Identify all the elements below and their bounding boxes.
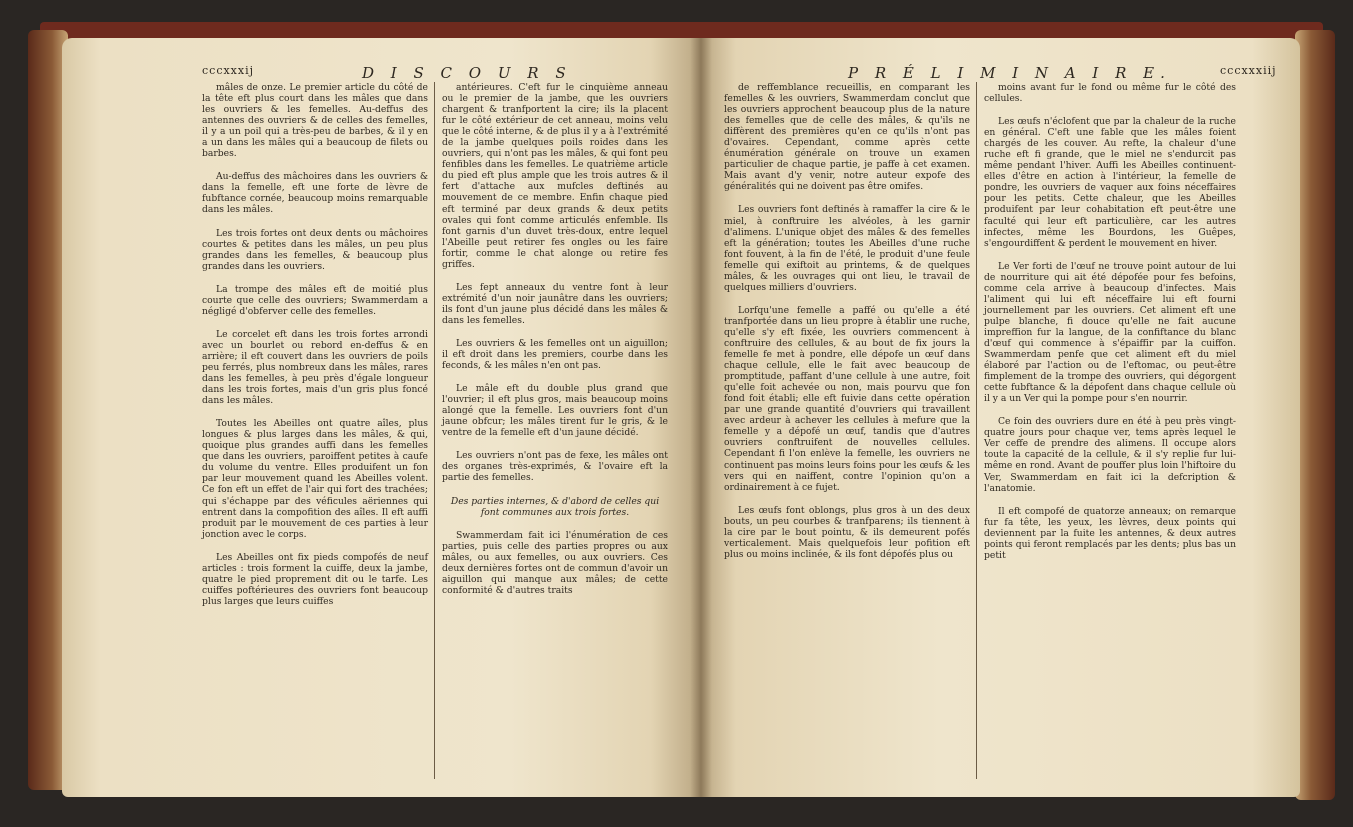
paragraph: Il eft compofé de quatorze anneaux; on remarque fur fa tête, les yeux, les lèvres, deux points qui deviennent par la fuite les antennes, & deux autres points qui feront remplacés par les dents; plus bas un petit	[984, 505, 1236, 561]
left-page	[62, 38, 702, 797]
paragraph: Le corcelet eft dans les trois fortes arrondi avec un bourlet ou rebord en-deffus & en arrière; il eft couvert dans les ouvriers de poils peu ferrés, plus nombreux dans les mâles, rares dans les femelles, à peu près d'égale longueur dans les trois fortes, mais d'un gris plus foncé dans les mâles.	[202, 328, 428, 407]
column-rule	[976, 82, 977, 779]
paragraph: La trompe des mâles eft de moitié plus courte que celle des ouvriers; Swammerdam a négligé d'obferver celle des femelles.	[202, 283, 428, 317]
right-column-1	[724, 82, 970, 560]
right-page-number: cccxxxiij	[1220, 64, 1277, 77]
paragraph: Les trois fortes ont deux dents ou mâchoires courtes & petites dans les mâles, un peu plus grandes dans les femelles, & beaucoup plus grandes dans les ouvriers.	[202, 227, 428, 272]
paragraph: de reffemblance recueillis, en comparant les femelles & les ouvriers, Swammerdam conclut que les ouvriers approchent beaucoup plus de la nature des femelles que de celle des mâles, & qu'ils ne diffèrent des premières qu'en ce qu'ils n'ont pas d'ovaires. Cependant, comme après cette énumération générale on trouve un examen particulier de chaque partie, je paffe à cet examen. Mais avant d'y venir, notre auteur expofe des généralités qui ne doivent pas être omifes.	[724, 82, 970, 193]
right-page	[700, 38, 1300, 797]
book-gutter	[690, 38, 712, 797]
paragraph: Ce foin des ouvriers dure en été à peu près vingt-quatre jours pour chaque ver, tems après lequel le Ver ceffe de prendre des alimens. Il occupe alors toute la capacité de la cellule, & il s'y replie fur lui-même en rond. Avant de pouffer plus loin l'hiftoire du Ver, Swammerdam en fait ici la defcription & l'anatomie.	[984, 416, 1236, 494]
paragraph: Les ouvriers & les femelles ont un aiguillon; il eft droit dans les premiers, courbe dans les feconds, & les mâles n'en ont pas.	[442, 337, 668, 372]
paragraph: Lorfqu'une femelle a paffé ou qu'elle a été tranfportée dans un lieu propre à établir une ruche, qu'elle s'y eft fixée, les ouvriers commencent à conftruire des cellules, & au bout de fix jours la femelle fe met à pondre, elle dépofe un œuf dans chaque cellule, elle le fait avec beaucoup de promptitude, paffant d'une cellule à une autre, foit qu'elle foit achevée ou non, mais pourvu que fon fond foit établi; elle eft fuivie dans cette opération par une grande quantité d'ouvriers qui travaillent avec ardeur à achever les cellules à mefure que la femelle y a dépofé un œuf, tandis que d'autres ouvriers conftruifent de nouvelles cellules. Cependant fi l'on enlève la femelle, les ouvriers ne continuent pas moins leurs foins pour les œufs & les vers qui en naiffent, contre l'opinion qu'on a ordinairement à ce fujet.	[724, 304, 970, 493]
paragraph: Le Ver forti de l'œuf ne trouve point autour de lui de nourriture qui ait été dépofée pour fes befoins, comme cela arrive à beaucoup d'infectes. Mais l'aliment qui lui eft néceffaire lui eft fourni journellement par les ouvriers. Cet aliment eft une pulpe blanche, fi douce qu'elle ne fait aucune impreffion fur la langue, de la confiftance du blanc d'œuf qui commence à s'épaiffir par la cuiffon. Swammerdam penfe que cet aliment eft du miel élaboré par l'action ou de l'eftomac, ou peut-être fimplement de la trompe des ouvriers, qui dégorgent cette fubftance & la dépofent dans chaque cellule où il y a un Ver qui la pompe pour s'en nourrir.	[984, 260, 1236, 405]
left-page-number: cccxxxij	[202, 64, 255, 77]
paragraph: Les ouvriers n'ont pas de fexe, les mâles ont des organes très-exprimés, & l'ovaire eft la partie des femelles.	[442, 450, 668, 484]
paragraph: mâles de onze. Le premier article du côté de la tête eft plus court dans les mâles que dans les ouvriers & les femelles. Au-deffus des antennes des ouvriers & de celles des femelles, il y a un poil qui a très-peu de barbes, & il y en a un dans les mâles qui a beaucoup de filets ou barbes.	[202, 82, 428, 160]
paragraph: Les œufs n'éclofent que par la chaleur de la ruche en général. C'eft une fable que les mâles foient chargés de les couver. Au refte, la chaleur d'une ruche eft fi grande, que le miel ne s'endurcit pas même pendant l'hiver. Auffi les Abeilles continuent-elles d'être en action à l'intérieur, la femelle de pondre, les ouvriers de vaquer aux foins néceffaires pour les petits. Cette chaleur, que les Abeilles produifent par leur cohabitation eft peut-être une faculté qui leur eft particulière, car les autres infectes, même les Bourdons, les Guêpes, s'engourdiffent & perdent le mouvement en hiver.	[984, 116, 1236, 249]
paragraph: Les œufs font oblongs, plus gros à un des deux bouts, un peu courbes & tranfparens; ils tiennent à la cire par le bout pointu, & ils demeurent pofés verticalement. Mais quelquefois leur pofition eft plus ou moins inclinée, & ils font dépofés plus ou	[724, 504, 970, 560]
paragraph: antérieures. C'eft fur le cinquième anneau ou le premier de la jambe, que les ouvriers chargent & tranfportent la cire; ils la placent fur le côté extérieur de cet anneau, moins velu que le côté interne, & de plus il y a à l'extrémité de la jambe quelques poils roides dans les ouvriers, qui n'ont pas les mâles, & qui font peu fenfibles dans les femelles. Le quatrième article du pied eft plus ample que les trois autres & il fert d'attache aux mufcles deftinés au mouvement de ce membre. Enfin chaque pied eft terminé par deux grands & deux petits ovales qui font comme articulés enfemble. Ils font garnis d'un duvet très-doux, entre lequel l'Abeille peut retirer fes ongles ou les faire fortir, comme le chat alonge ou retire fes griffes.	[442, 82, 668, 270]
paragraph: Les ouvriers font deftinés à ramaffer la cire & le miel, à conftruire les alvéoles, à les garnir d'alimens. L'unique objet des mâles & des femelles eft la génération; toutes les Abeilles d'une ruche font fouvent, à la fin de l'été, le produit d'une feule femelle qui exiftoit au printems, & de quelques mâles, & les ouvrages qui ont lieu, le travail de quelques milliers d'ouvriers.	[724, 204, 970, 293]
paragraph: Swammerdam fait ici l'énumération de ces parties, puis celle des parties propres ou aux mâles, ou aux femelles, ou aux ouvriers. Ces deux dernières fortes ont de commun d'avoir un aiguillon qui manque aux mâles; de cette conformité & d'autres traits	[442, 529, 668, 596]
left-running-title: D I S C O U R S	[362, 64, 572, 82]
left-column-1	[202, 82, 428, 607]
paragraph: Au-deffus des mâchoires dans les ouvriers & dans la femelle, eft une forte de lèvre de fubftance cornée, beaucoup moins remarquable dans les mâles.	[202, 171, 428, 216]
column-rule	[434, 82, 435, 779]
right-running-title: P R É L I M I N A I R E.	[848, 64, 1171, 82]
paragraph: Le mâle eft du double plus grand que l'ouvrier; il eft plus gros, mais beaucoup moins alongé que la femelle. Les ouvriers font d'un jaune obfcur; les mâles tirent fur le gris, & le ventre de la femelle eft d'un jaune décidé.	[442, 383, 668, 439]
left-column-2	[442, 82, 668, 596]
right-column-2	[984, 82, 1236, 561]
book-cover-right	[1295, 30, 1335, 800]
paragraph: Les Abeilles ont fix pieds compofés de neuf articles : trois forment la cuiffe, deux la jambe, quatre le pied proprement dit ou le tarfe. Les cuiffes poftérieures des ouvriers font beaucoup plus larges que leurs cuiffes	[202, 551, 428, 607]
paragraph: Les fept anneaux du ventre font à leur extrémité d'un noir jaunâtre dans les ouvriers; ils font d'un jaune plus décidé dans les mâles & dans les femelles.	[442, 281, 668, 326]
paragraph: moins avant fur le fond ou même fur le côté des cellules.	[984, 82, 1236, 105]
paragraph: Toutes les Abeilles ont quatre aîles, plus longues & plus larges dans les mâles, & qui, quoique plus grandes auffi dans les femelles que dans les ouvriers, paroiffent petites à caufe du volume du ventre. Elles produifent un fon par leur mouvement quand les Abeilles volent. Ce fon eft un effet de l'air qui fort des trachées; qui s'échappe par des véficules aëriennes qui entrent dans la compofition des aîles. Il eft auffi produit par le mouvement de ces parties à leur jonction avec le corps.	[202, 418, 428, 540]
section-heading: Des parties internes, & d'abord de celles qui font communes aux trois fortes.	[450, 495, 660, 518]
